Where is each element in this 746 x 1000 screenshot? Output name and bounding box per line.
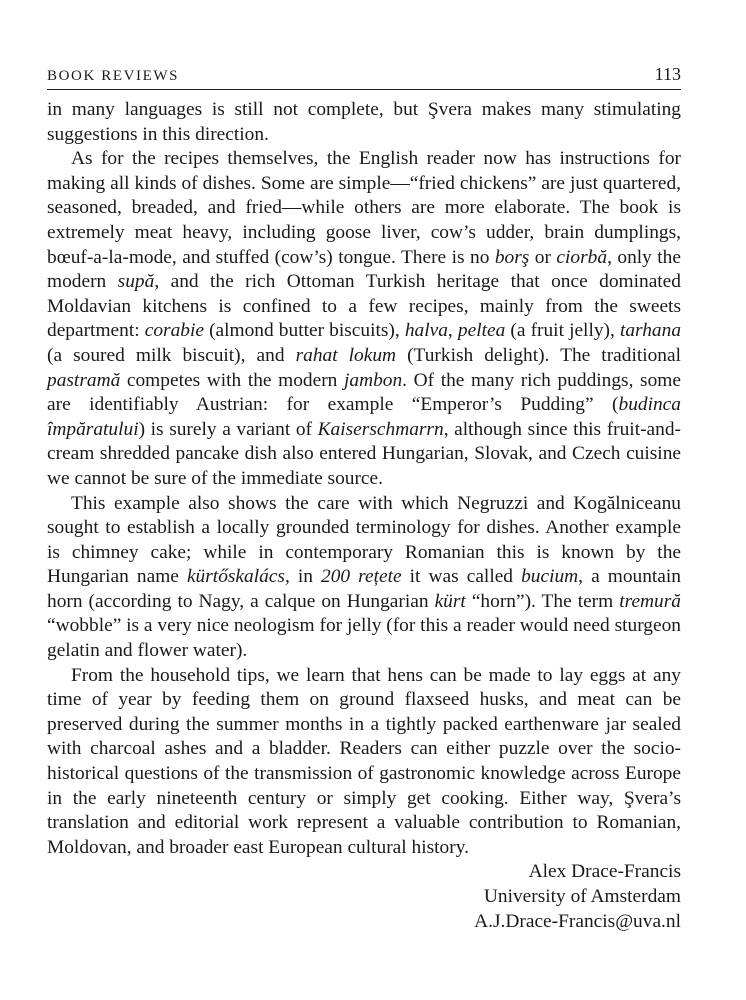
text-run: ) is surely a variant of [138,418,318,440]
italic-term: 200 rețete [321,566,402,588]
italic-term: budinca împăratului [47,394,681,440]
text-run: in many languages is still not complete, but Şvera makes many stimulating suggestions in this direction. [47,99,681,145]
text-run: , only the modern [47,246,681,293]
italic-term: corabie [144,320,204,342]
text-run: or [529,246,557,268]
running-header [47,64,681,90]
text-run: , although since this fruit-and-cream shredded pancake dish also entered Hungarian, Slovak, and Czech cuisine we cannot be sure of the immediate source. [47,418,681,489]
text-run: From the household tips, we learn that hens can be made to lay eggs at any time of year by feeding them on ground flaxseed husks, and meat can be preserved during the summer months in a tightly packed earthenware jar sealed with charcoal ashes and a bladder. Readers can either puzzle over the socio-historical questions of the transmission of gastronomic knowledge across Europe in the early nineteenth century or simply get cooking. Either way, Şvera’s translation and editorial work represent a valuable contribution to Romanian, Moldovan, and broader east European cultural history. [47,664,681,858]
italic-term: ciorbă [556,246,608,268]
page-number: 113 [654,64,681,84]
review-body [47,98,681,860]
italic-term: kürtőskalács [186,566,285,588]
book-page [47,64,681,934]
running-title: BOOK REVIEWS [47,68,180,84]
italic-term: rahat lokum [295,344,397,366]
italic-term: tarhana [619,320,682,342]
text-run: “horn”). The term [465,590,620,612]
text-run: it was called [401,566,522,588]
text-run: This example also shows the care with which Negruzzi and Kogălniceanu sought to establish a locally grounded terminology for dishes. Another example is chimney cake; while in contemporary Romanian this is known by the Hungarian name [47,492,681,588]
italic-term: tremură [619,590,681,612]
text-run: competes with the modern [120,369,344,391]
paragraph [47,98,681,147]
text-run: As for the recipes themselves, the English reader now has instructions for making all kinds of dishes. Some are simple—“fried chickens” are just quartered, seasoned, breaded, and fried—while others are more elaborate. The book is extremely meat heavy, including goose liver, cow’s udder, brain dumplings, bœuf-a-la-mode, and stuffed (cow’s) tongue. There is no [47,148,681,268]
italic-term: borş [494,246,530,268]
italic-term: pastramă [47,369,121,391]
text-run: (almond butter biscuits), [203,320,405,342]
text-run: (a fruit jelly), [505,320,620,342]
text-run: . Of the many rich puddings, some are identifiably Austrian: for example “Emperor’s Pudding” ( [47,369,681,416]
italic-term: kürt [434,590,466,612]
text-run: (Turkish delight). The traditional [396,344,681,366]
reviewer-name: Alex Drace-Francis [528,861,681,883]
paragraph [47,664,681,861]
italic-term: halva [404,320,448,342]
italic-term: Kaiserschmarrn [317,418,444,440]
text-run: “wobble” is a very nice neologism for jelly (for this a reader would need sturgeon gelatin and flower water). [47,615,681,662]
italic-term: supă [117,271,155,293]
paragraph [47,492,681,664]
paragraph [47,147,681,491]
italic-term: peltea [457,320,506,342]
text-run: , and the rich Ottoman Turkish heritage that once dominated Moldavian kitchens is confined to a few recipes, mainly from the sweets department: [47,271,681,342]
italic-term: bucium [521,566,579,588]
text-run: , a mountain horn (according to Nagy, a calque on Hungarian [47,566,681,612]
text-run: , in [284,566,322,588]
italic-term: jambon [343,369,403,391]
text-run: , [447,320,458,342]
reviewer-affiliation: University of Amsterdam [483,886,681,907]
text-run: (a soured milk biscuit), and [47,344,296,366]
reviewer-email: A.J.Drace-Francis@uva.nl [474,910,681,932]
reviewer-signature [47,860,681,934]
